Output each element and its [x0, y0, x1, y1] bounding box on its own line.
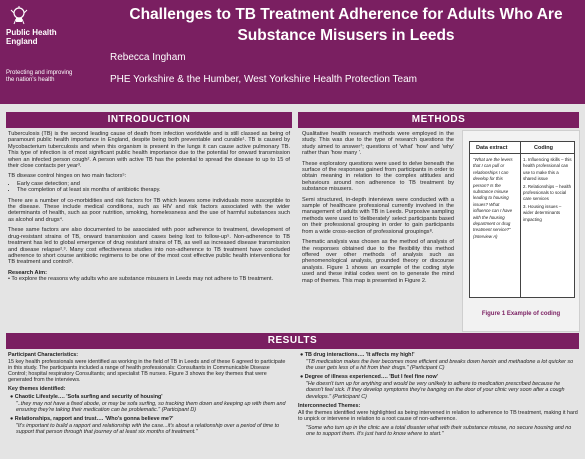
intro-paragraph-2: TB disease control hinges on two main factors⁵: — [8, 173, 127, 180]
methods-paragraph-3: Semi structured, in-depth interviews were conducted with a sample of healthcare professional currently involved in the management of adults with TB in Leeds. Purposive sampling methods were used to 'deliberately' select participants based on their professional grouping in order to gain participants from a wide cross-section of professional groupings⁸. — [302, 196, 454, 235]
methods-body — [302, 131, 454, 343]
theme-degree-of-illness: ● Degree of illness experienced…. 'But I feel fine now' — [300, 374, 438, 381]
header-banner — [0, 0, 585, 104]
poster-title: Challenges to TB Treatment Adherence for Adults Who Are Substance Misusers in Leeds — [129, 6, 563, 44]
intro-paragraph-3: There are a number of co-morbidities and risk factors for TB which leaves some individuals more susceptible to the disease. These include medical conditions, such as HIV and risk factors associated with the wider determinants of health, such as poor nutrition, smoking, homelessness and the use of harmful substances such as alcohol and drugs⁴. — [8, 197, 290, 223]
theme-quote: "Some who turn up in the clinic are a total disaster what with their substance misuse, no secure housing and no one to support them. It's just hard to know where to start." — [306, 424, 572, 438]
interconnected-themes-heading: Interconnected Themes: — [298, 402, 361, 409]
intro-paragraph-1: Tuberculosis (TB) is the second leading cause of death from infection worldwide and is still classed as being of paramount public health importance in England, despite being both preventable and curable¹. TB is caused by Mycobacterium tuberculosis and when this organism is present in the lungs it can cause active pulmonary TB. This type of infection is of most significant public health importance due to the potential for onward transmission when an infected person cough². A person with active TB has the potential to spread the disease to up to 15 of their close contacts per year³. — [8, 131, 290, 170]
results-heading: RESULTS — [6, 333, 579, 349]
methods-paragraph-2: These exploratory questions were used to delve beneath the surface of the responses gained from participants in order to obtain meaning in relation to the complex attitudes and behaviours around non adherence to TB treatment by substance misusers. — [302, 160, 454, 193]
author-affiliation: PHE Yorkshire & the Humber, West Yorkshire Health Protection Team — [110, 74, 418, 85]
research-aim-heading: Research Aim: — [8, 269, 47, 276]
theme-relationships: ● Relationships, rapport and trust…. 'Who's gonna believe me?' — [10, 415, 174, 422]
participant-characteristics-text: 15 key health professionals were identified as working in the field of TB in Leeds and of these 6 agreed to participate in this study. The participants included a range of health professionals: Consultants in Communicable Disease Control; hospital respiratory Consultants; and specialist TB nurses. Figure 3 shows the key themes that were generated from the interviews. — [8, 359, 286, 384]
coding-figure — [462, 130, 580, 332]
intro-bullet-list — [8, 181, 290, 194]
table-divider — [470, 153, 574, 154]
data-extract-quote: "What are the levers that I can pull or relationships I can develop for this person? Is the substance misuse leading to housing issues? What influence can I have with the housing department or drug treatment service?" (Interview A) — [473, 157, 513, 239]
introduction-heading: INTRODUCTION — [6, 112, 292, 128]
royal-crest-icon — [8, 6, 30, 26]
author-name: Rebecca Ingham — [110, 52, 186, 63]
org-name: Public Health England — [6, 28, 57, 46]
theme-chaotic-lifestyle: ● Chaotic Lifestyle…. 'Sofa surfing and security of housing' — [10, 393, 163, 400]
methods-heading: METHODS — [298, 112, 579, 128]
theme-quote: "It's important to build a rapport and relationship with the case...it's about a relationship over a period of time to support that person through that journey of at least six months of treatment." — [16, 422, 280, 436]
data-extract-header: Data extract — [476, 145, 508, 151]
coding-table — [469, 141, 575, 298]
table-divider — [520, 142, 521, 297]
list-item: 3. Housing issues – wider determinants impacting — [523, 203, 562, 222]
list-item: 2. Relationships – health professionals to social care services — [523, 183, 572, 202]
figure-caption: Figure 1 Example of coding — [481, 311, 561, 317]
org-tagline: Protecting and improving the nation's health — [6, 70, 73, 83]
research-aim-text: • To explore the reasons why adults who are substance misusers in Leeds may not adhere to TB treatment. — [8, 276, 274, 283]
methods-paragraph-4: Thematic analysis was chosen as the method of analysis of the responses obtained due to the flexibility this method offered over other methods of analysis such as phenomenological analysis, grounded theory or discourse analysis. Figure 1 shows an example of the coding style used and these initial codes went on to generate the mind map of themes. This map is presented in Figure 2. — [302, 239, 454, 284]
coding-list — [523, 157, 573, 224]
intro-paragraph-4: These same factors are also documented to be associated with poor adherence to treatment, development of drug-resistant strains of TB, onward transmission and cases being lost to follow-up⁵. Non-adherence to TB treatment has led to global emergence of drug resistant strains of TB, as well as increased disease transmission and disease relapse².³. Many cost effectiveness studies into non-adherence to TB treatment have concluded adherence to short course antibiotic regimens to be one of the most cost effective public health interventions for TB treatment and control⁶. — [8, 227, 290, 266]
list-item: • Early case detection; and — [17, 181, 290, 187]
participant-characteristics-heading: Participant Characteristics: — [8, 352, 79, 358]
list-item: 1. Influencing skills – this health professional can use to make this a shared issue — [523, 157, 572, 182]
theme-quote: "..they may not have a fixed abode, or may be sofa surfing, so tracking them down and keeping up with them and ensuring they're taking their medication can be problematic." (Participant D) — [16, 400, 286, 413]
methods-paragraph-1: Qualitative health research methods were employed in the study. This was due to the type of research questions the study aimed to answer⁷; questions of 'what' 'how' and 'why' rather than 'how many '. — [302, 131, 454, 157]
key-themes-heading: Key themes identified: — [8, 386, 66, 393]
interconnected-themes-text: All the themes identified were highlighted as being intervened in relation to adherence to TB treatment, making it hard to unpick or intervene in relation to a root cause of non-adherence. — [298, 409, 578, 422]
theme-quote: "He doesn't turn up for anything and would be very unlikely to adhere to medication prescribed because he doesn't feel sick. If they develop symptoms they're banging on the door of your clinic very soon after a cough develops." (Participant C) — [306, 381, 565, 400]
introduction-body — [8, 131, 290, 339]
theme-drug-interactions: ● TB drug interactions…. 'It affects my high!' — [300, 352, 415, 358]
results-right-column — [298, 352, 578, 458]
theme-quote: "TB medication makes the liver becomes more efficient and breaks down heroin and methadone a lot quicker so the user gets less of a hit from their drugs." (Participant C) — [306, 359, 574, 372]
coding-header: Coding — [534, 145, 553, 151]
results-left-column — [8, 352, 288, 458]
list-item: • The completion of at least six months of antibiotic therapy. — [17, 187, 290, 193]
phe-logo — [0, 0, 104, 104]
